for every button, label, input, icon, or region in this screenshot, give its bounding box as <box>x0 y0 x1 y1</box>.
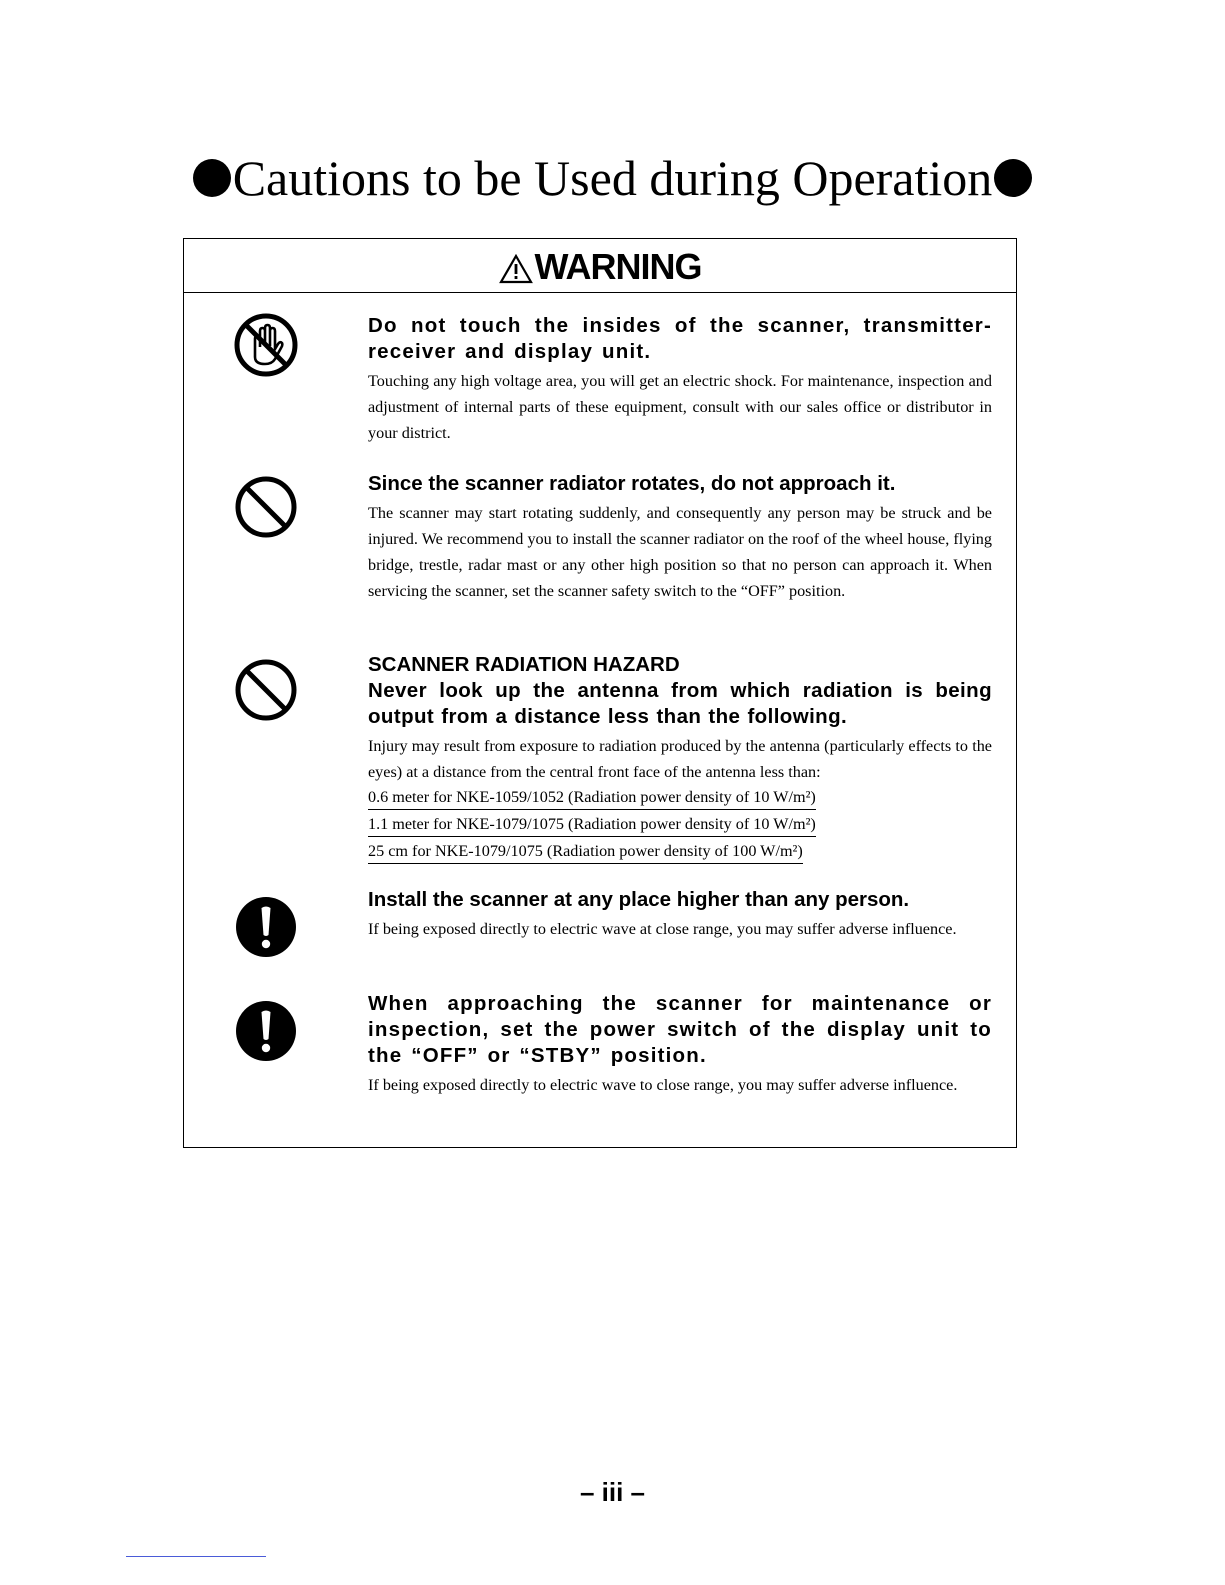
page-number: – iii – <box>579 1477 646 1507</box>
warning-label: WARNING <box>534 246 702 287</box>
footer-rule <box>126 1556 266 1557</box>
item-text: Touching any high voltage area, you will get an electric shock. For maintenance, inspection and adjustment of internal parts of these equipment, consult with our sales office or distributor in your district. <box>368 372 992 442</box>
warning-item-body <box>368 313 992 446</box>
bullet-dot-icon <box>994 159 1032 197</box>
warning-item-body <box>368 991 992 1098</box>
item-text: If being exposed directly to electric wave to close range, you may suffer adverse influence. <box>368 1076 958 1094</box>
page-title: Cautions to be Used during Operation <box>232 150 993 206</box>
warning-header <box>184 239 1016 293</box>
mandatory-exclamation-icon <box>234 999 298 1063</box>
distance-item: 1.1 meter for NKE-1079/1075 (Radiation power density of 10 W/m²) <box>368 812 816 837</box>
bullet-dot-icon <box>193 159 231 197</box>
page-title-row <box>0 148 1225 208</box>
item-heading: Install the scanner at any place higher than any person. <box>368 888 910 911</box>
mandatory-exclamation-icon <box>234 895 298 959</box>
item-heading: Do not touch the insides of the scanner, transmitter-receiver and display unit. <box>368 314 992 363</box>
item-text: The scanner may start rotating suddenly, and consequently any person may be struck and be injured. We recommend you to install the scanner radiator on the roof of the wheel house, flying bridge, trestle, radar mast or any other high position so that no person can approach it. When servicing the scanner, set the scanner safety switch to the “OFF” position. <box>368 504 992 600</box>
prohibition-icon <box>234 475 298 539</box>
warning-item-body <box>368 652 992 866</box>
item-heading: When approaching the scanner for maintenance or inspection, set the power switch of the display unit to the “OFF” or “STBY” position. <box>368 992 992 1067</box>
item-heading: Since the scanner radiator rotates, do not approach it. <box>368 472 896 495</box>
item-heading: Never look up the antenna from which radiation is being output from a distance less than the following. <box>368 679 992 728</box>
warning-box <box>183 238 1017 1148</box>
warning-item-body <box>368 471 992 604</box>
distance-item: 0.6 meter for NKE-1059/1052 (Radiation power density of 10 W/m²) <box>368 785 816 810</box>
distance-item: 25 cm for NKE-1079/1075 (Radiation power density of 100 W/m²) <box>368 839 803 864</box>
item-heading-hazard: SCANNER RADIATION HAZARD <box>368 653 680 676</box>
item-text: Injury may result from exposure to radiation produced by the antenna (particularly effects to the eyes) at a distance from the central front face of the antenna less than: <box>368 737 992 781</box>
warning-triangle-icon <box>499 254 533 284</box>
item-text: If being exposed directly to electric wave at close range, you may suffer adverse influence. <box>368 920 957 938</box>
prohibition-icon <box>234 658 298 722</box>
warning-item-body <box>368 887 992 942</box>
no-touch-hand-icon <box>234 313 298 377</box>
distance-list <box>368 785 992 866</box>
